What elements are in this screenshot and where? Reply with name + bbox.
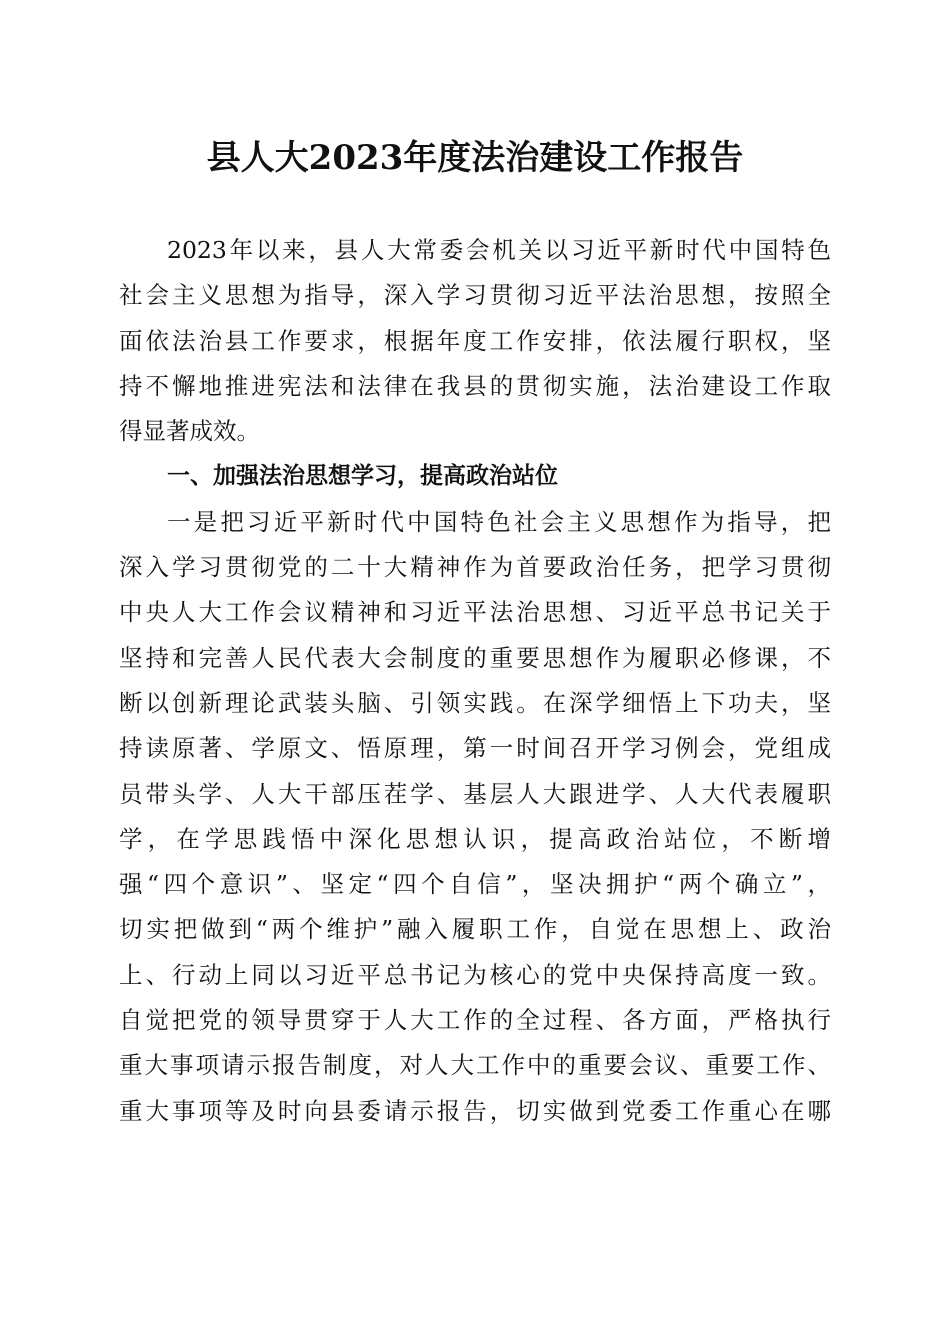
section-paragraph [119,500,831,1134]
paragraph-line: 员带头学、人大干部压茬学、基层人大跟进学、人大代表履职 [119,779,831,808]
intro-paragraph [119,228,831,454]
paragraph-line: 得显著成效。 [119,417,260,446]
document-title: 县人大2023年度法治建设工作报告 [206,138,744,178]
paragraph-line: 面依法治县工作要求，根据年度工作安排，依法履行职权，坚 [119,326,831,355]
paragraph-line: 断以创新理论武装头脑、引领实践。在深学细悟上下功夫，坚 [119,688,831,717]
paragraph-line: 重大事项等及时向县委请示报告，切实做到党委工作重心在哪 [119,1096,831,1125]
paragraph-line: 2023年以来，县人大常委会机关以习近平新时代中国特色 [167,236,831,264]
paragraph-line: 强“四个意识”、坚定“四个自信”，坚决拥护“两个确立”， [119,870,831,899]
paragraph-line: 持不懈地推进宪法和法律在我县的贯彻实施，法治建设工作取 [119,371,831,400]
section-heading: 一、加强法治思想学习，提高政治站位 [167,463,558,490]
document-body [119,228,831,1134]
paragraph-line: 自觉把党的领导贯穿于人大工作的全过程、各方面，严格执行 [119,1006,831,1035]
paragraph-line: 坚持和完善人民代表大会制度的重要思想作为履职必修课，不 [119,643,831,672]
paragraph-line: 上、行动上同以习近平总书记为核心的党中央保持高度一致。 [119,960,831,989]
paragraph-line: 深入学习贯彻党的二十大精神作为首要政治任务，把学习贯彻 [119,553,831,582]
paragraph-line: 社会主义思想为指导，深入学习贯彻习近平法治思想，按照全 [119,281,831,310]
paragraph-line: 切实把做到“两个维护”融入履职工作，自觉在思想上、政治 [119,915,831,944]
paragraph-line: 重大事项请示报告制度，对人大工作中的重要会议、重要工作、 [119,1051,831,1080]
paragraph-line: 学，在学思践悟中深化思想认识，提高政治站位，不断增 [119,824,831,853]
paragraph-line: 持读原著、学原文、悟原理，第一时间召开学习例会，党组成 [119,734,831,763]
paragraph-line: 一是把习近平新时代中国特色社会主义思想作为指导，把 [167,507,831,536]
paragraph-line: 中央人大工作会议精神和习近平法治思想、习近平总书记关于 [119,598,831,627]
